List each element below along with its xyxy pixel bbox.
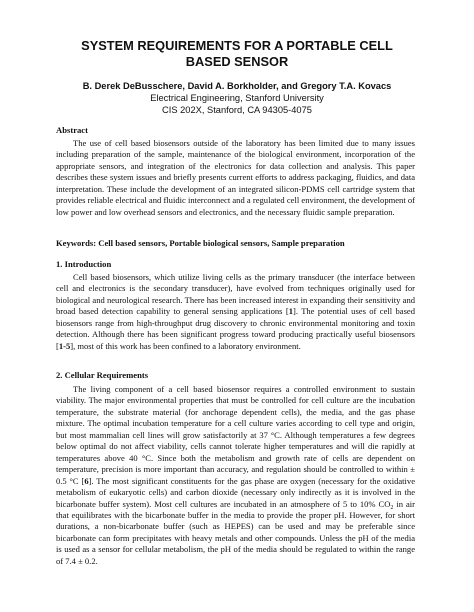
- intro-text-c: ], most of this work has been confined to a laboratory environment.: [70, 340, 301, 351]
- affiliation-address: CIS 202X, Stanford, CA 94305-4075: [162, 105, 312, 115]
- introduction-heading: 1. Introduction: [56, 259, 112, 269]
- title-line-1: SYSTEM REQUIREMENTS FOR A PORTABLE CELL: [81, 38, 393, 53]
- cellular-text-a: The living component of a cell based biosensor requires a controlled environment to sustain viability. The major environmental properties that must be controlled for cell culture are the incubation temperature, the substrate material (for anchorage dependent cells), the media, and the gas phase mixture. The optimal incubation temperature for a cell culture varies according to cell type and origin, but most mammalian cell lines will grow satisfactorily at 37 °C. Although temperatures a few degrees below optimal do not affect viability, cells cannot tolerate higher temperatures and will die rapidly at temperatures above 40 °C. Since both the metabolism and growth rate of cells are dependent on temperature, precision is more important than accuracy, and regulation should be controlled to within ± 0.5 °C [: [56, 384, 415, 486]
- abstract-text: The use of cell based biosensors outside of the laboratory has been limited due to many issues including preparation of the sample, maintenance of the biological environment, incorporation of the appropriate sensors, and integration of the electronics for data collection and analysis. This paper describes these system issues and briefly presents current efforts to address packaging, fluidics, and data interpretation. These include the development of an integrated silicon-PDMS cell cartridge system that provides reliable electrical and fluidic interconnect and a regulated cell environment, the development of low power and low overhead sensors and electronics, and the necessary fluidic sample preparation.: [56, 138, 415, 217]
- cellular-text-b: ]. The most significant constituents for the gas phase are oxygen (necessary for the oxidative metabolism of eukaryotic cells) and carbon dioxide (necessary only indirectly as it is involved in the bicarbonate buffer system). Most cell cultures are incubated in an atmosphere of 5 to 10% CO: [56, 475, 415, 509]
- cellular-text-c: in air that equilibrates with the bicarbonate buffer in the media to provide the proper pH. However, for short durations, a non-bicarbonate buffer (such as HEPES) can be used and may be preferable since bicarbonate can form precipitates with heavy metals and other compounds. Unless the pH of the media is used as a sensor for cellular metabolism, the pH of the media should be regulated to within the range of 7.4 ± 0.2.: [56, 498, 416, 566]
- citation-ref: 1: [288, 306, 293, 317]
- cellular-requirements-text: [56, 384, 415, 567]
- affiliation-department: Electrical Engineering, Stanford University: [150, 93, 324, 103]
- intro-text-a: Cell based biosensors, which utilize living cells as the primary transducer (the interface between cell and electronics is the secondary transducer), have evolved from techniques originally used for biological and neurological research. There has been increased interest in expanding their sensitivity and broad based detection capability to general sensing applications [: [56, 272, 415, 317]
- abstract-heading: Abstract: [56, 125, 88, 135]
- cellular-requirements-heading: 2. Cellular Requirements: [56, 370, 149, 380]
- intro-text-b: ]. The potential uses of cell based biosensors range from high-throughput drug discovery to chronic environmental monitoring and toxin detection. Although there has been significant progress toward producing practically useful biosensors [: [56, 306, 415, 351]
- subscript-2: 2: [390, 504, 394, 511]
- title-line-2: BASED SENSOR: [185, 54, 289, 69]
- citation-ref: 6: [84, 475, 89, 486]
- introduction-text: [56, 272, 415, 352]
- author-list: B. Derek DeBusschere, David A. Borkholder, and Gregory T.A. Kovacs: [82, 81, 392, 91]
- citation-ref: 1-5: [58, 340, 71, 351]
- paper-title: [70, 38, 404, 70]
- keywords-line: Keywords: Cell based sensors, Portable biological sensors, Sample preparation: [56, 238, 345, 248]
